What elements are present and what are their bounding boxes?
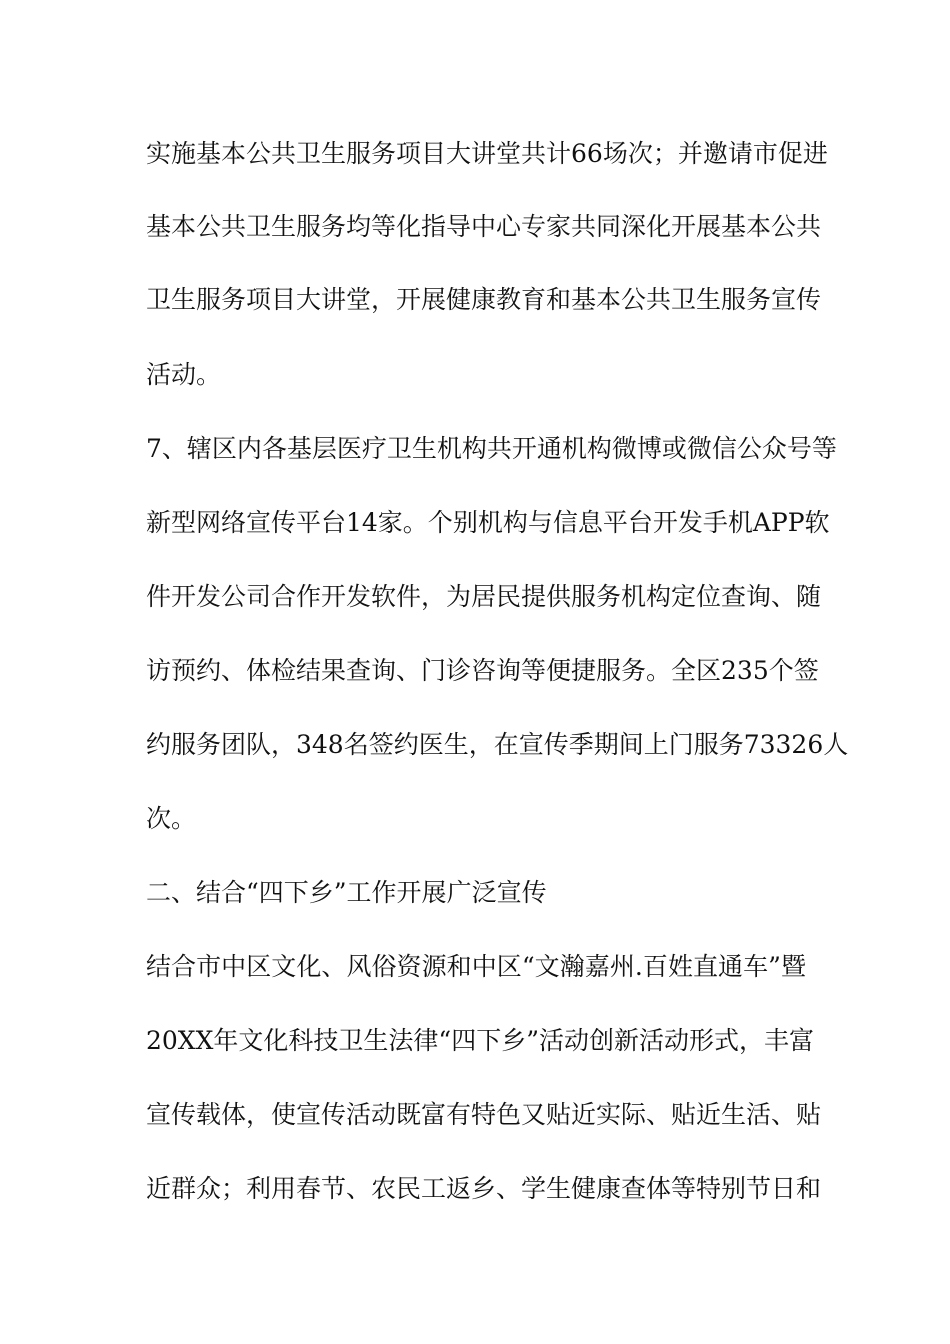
- text-line-2: 基本公共卫生服务均等化指导中心专家共同深化开展基本公共: [146, 212, 822, 241]
- text-line-1: 实施基本公共卫生服务项目大讲堂共计66场次；并邀请市促进: [146, 139, 828, 168]
- text-line-4: 活动。: [146, 360, 222, 389]
- section-heading: 二、结合“四下乡”工作开展广泛宣传: [146, 878, 547, 907]
- text-line-14: 宣传载体，使宣传活动既富有特色又贴近实际、贴近生活、贴: [146, 1100, 822, 1129]
- text-line-3: 卫生服务项目大讲堂，开展健康教育和基本公共卫生服务宣传: [146, 285, 822, 314]
- text-line-10: 次。: [146, 804, 197, 833]
- text-line-7: 件开发公司合作开发软件，为居民提供服务机构定位查询、随: [146, 582, 822, 611]
- text-line-12: 结合市中区文化、风俗资源和中区“文瀚嘉州.百姓直通车”暨: [146, 952, 806, 981]
- text-line-5: 7、辖区内各基层医疗卫生机构共开通机构微博或微信公众号等: [146, 434, 837, 463]
- text-line-8: 访预约、体检结果查询、门诊咨询等便捷服务。全区235个签: [146, 656, 819, 685]
- text-line-13: 20XX年文化科技卫生法律“四下乡”活动创新活动形式，丰富: [146, 1026, 814, 1055]
- text-line-15: 近群众；利用春节、农民工返乡、学生健康查体等特别节日和: [146, 1174, 822, 1203]
- text-line-9: 约服务团队，348名签约医生，在宣传季期间上门服务73326人: [146, 730, 849, 759]
- text-line-6: 新型网络宣传平台14家。个别机构与信息平台开发手机APP软: [146, 508, 830, 537]
